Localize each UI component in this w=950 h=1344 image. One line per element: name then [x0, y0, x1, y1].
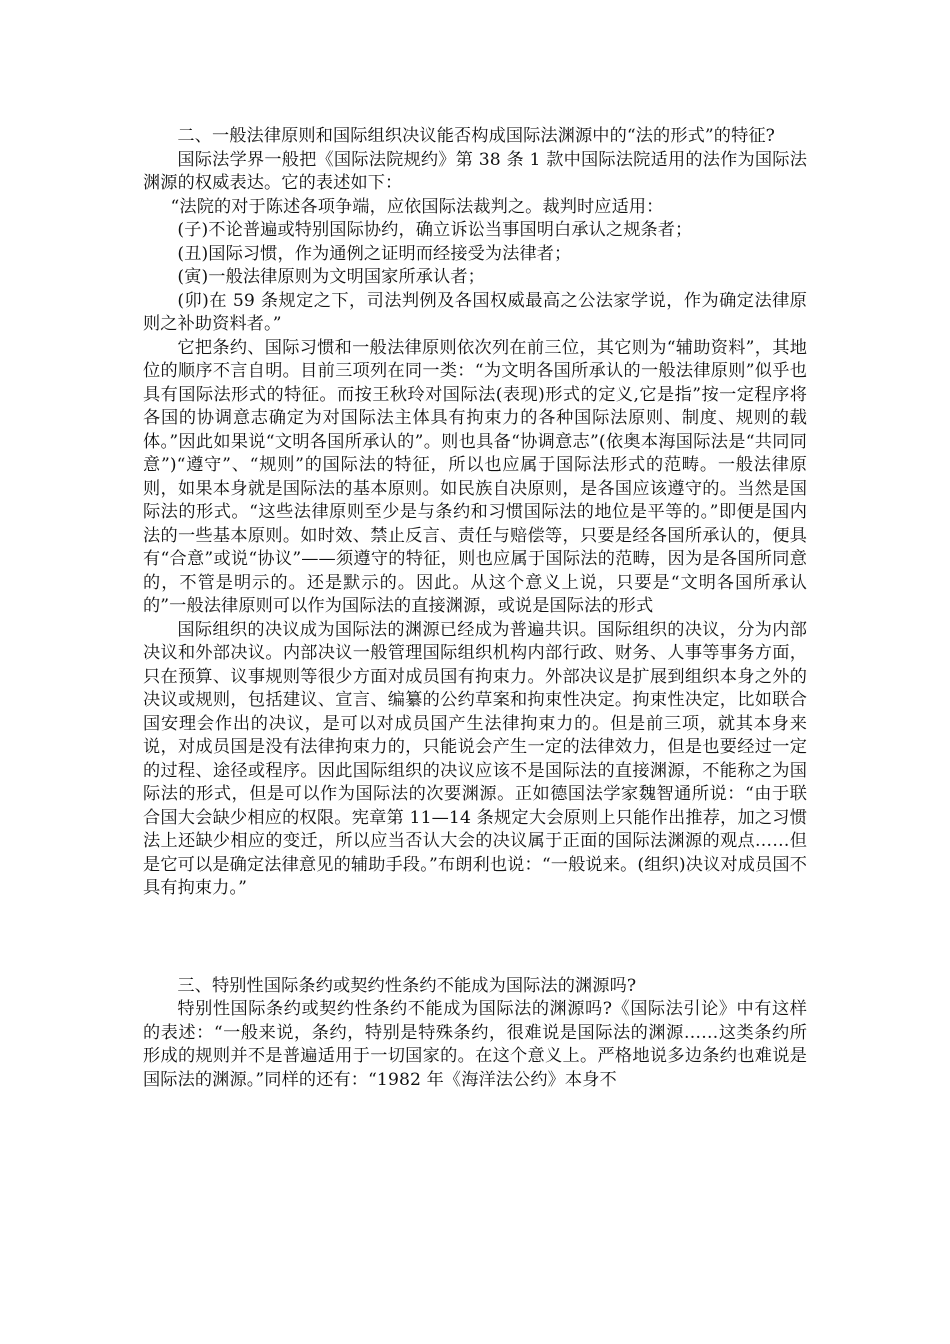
section-2-paragraph-2: 国际组织的决议成为国际法的渊源已经成为普遍共识。国际组织的决议，分为内部决议和外部决议。内部决议一般管理国际组织机构内部行政、财务、人事等事务方面，只在预算、议事规则等很少方面对成员国有拘束力。外部决议是扩展到组织本身之外的决议或规则，包括建议、宣言、编纂的公约草案和拘束性决定。拘束性决定，比如联合国安理会作出的决议，是可以对成员国产生法律拘束力的。但是前三项，就其本身来说，对成员国是没有法律拘束力的，只能说会产生一定的法律效力，但是也要经过一定的过程、途径或程序。因此国际组织的决议应该不是国际法的直接渊源，不能称之为国际法的形式，但是可以作为国际法的次要渊源。正如德国法学家魏智通所说：“由于联合国大会缺少相应的权限。宪章第 11—14 条规定大会原则上只能作出推荐，加之习惯法上还缺少相应的变迁，所以应当否认大会的决议属于正面的国际法渊源的观点……但是它可以是确定法律意见的辅助手段。”布朗利也说：“一般说来。(组织)决议对成员国不具有拘束力。” [143, 619, 807, 898]
document-page [143, 125, 807, 1092]
quote-opening: “法院的对于陈述各项争端，应依国际法裁判之。裁判时应适用： [170, 196, 664, 217]
quote-item-yin: (寅)一般法律原则为文明国家所承认者； [177, 267, 485, 287]
section-spacer [143, 901, 807, 975]
section-2-heading: 二、一般法律原则和国际组织决议能否构成国际法渊源中的“法的形式”的特征? [177, 126, 775, 146]
section-2-paragraph-1: 它把条约、国际习惯和一般法律原则依次列在前三位，其它则为“辅助资料”，其地位的顺序不言自明。目前三项列在同一类：“为文明各国所承认的一般法律原则”似乎也具有国际法形式的特征。而按王秋玲对国际法(表现)形式的定义,它是指”按一定程序将各国的协调意志确定为对国际法主体具有拘束力的各种国际法原则、制度、规则的载体。”因此如果说“文明各国所承认的”。则也具备“协调意志”(依奥本海国际法是“共同同意”)“遵守”、“规则”的国际法的特征，所以也应属于国际法形式的范畴。一般法律原则，如果本身就是国际法的基本原则。如民族自决原则，是各国应该遵守的。当然是国际法的形式。“这些法律原则至少是与条约和习惯国际法的地位是平等的。”即便是国内法的一些基本原则。如时效、禁止反言、责任与赔偿等，只要是经各国所承认的，便具有“合意”或说“协议”——须遵守的特征，则也应属于国际法的范畴，因为是各国所同意的，不管是明示的。还是默示的。因此。从这个意义上说，只要是“文明各国所承认的”一般法律原则可以作为国际法的直接渊源，或说是国际法的形式 [143, 337, 807, 616]
quote-item-chou: (丑)国际习惯，作为通例之证明而经接受为法律者； [177, 243, 572, 264]
section-3-heading: 三、特别性国际条约或契约性条约不能成为国际法的渊源吗? [177, 975, 637, 996]
section-3-paragraph-1: 特别性国际条约或契约性条约不能成为国际法的渊源吗?《国际法引论》中有这样的表述：“一般来说，条约，特别是特殊条约，很难说是国际法的渊源……这类条约所形成的规则并不是普遍适用于一切国家的。在这个意义上。严格地说多边条约也难说是国际法的渊源。”同样的还有：“1982 年《海洋法公约》本身不 [143, 999, 807, 1090]
quote-item-mao: (卯)在 59 条规定之下，司法判例及各国权威最高之公法家学说，作为确定法律原则之补助资料者。” [143, 290, 807, 334]
quote-item-zi: (子)不论普遍或特别国际协约，确立诉讼当事国明白承认之规条者； [177, 220, 693, 240]
section-2-intro: 国际法学界一般把《国际法院规约》第 38 条 1 款中国际法院适用的法作为国际法渊源的权威表达。它的表述如下： [143, 149, 807, 193]
